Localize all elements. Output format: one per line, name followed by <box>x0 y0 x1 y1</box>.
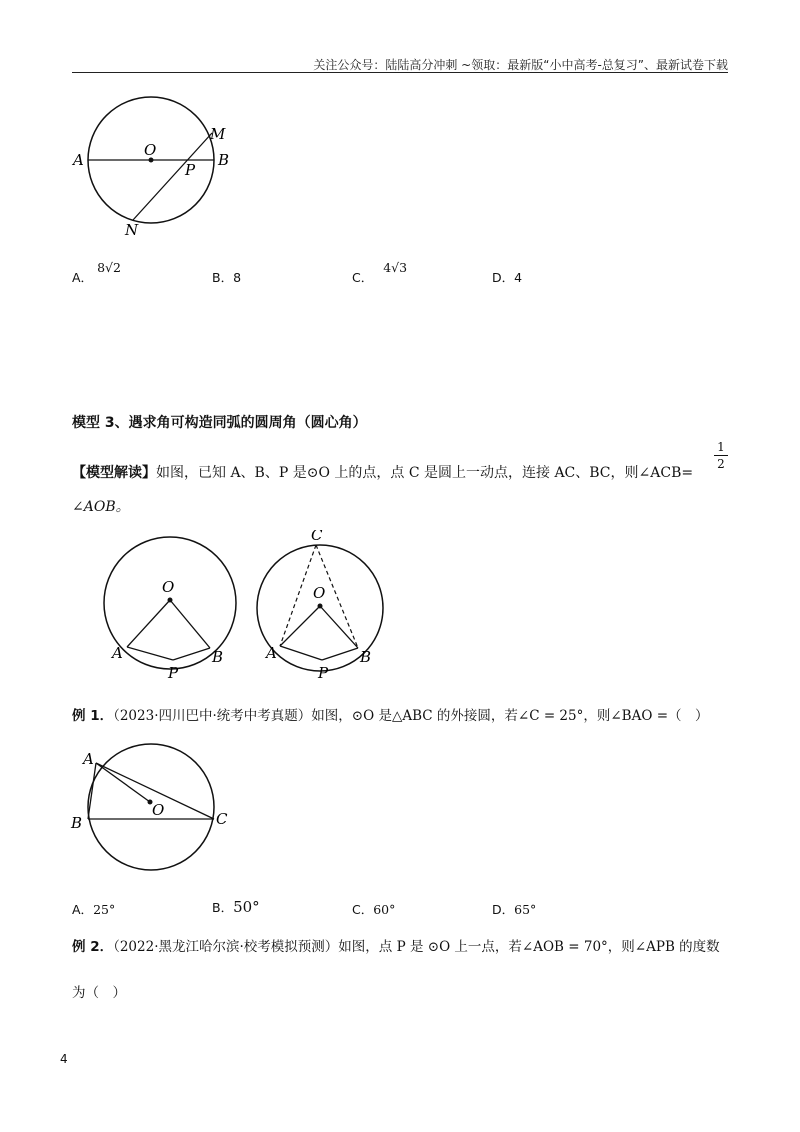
fig2-left-O: O <box>162 578 175 596</box>
option-b: B．8 <box>212 270 242 285</box>
fig2-left-P: P <box>168 664 179 682</box>
option-c: C．4√3 <box>352 260 408 285</box>
label-O: O <box>144 141 157 159</box>
label-M: M <box>210 125 226 143</box>
fraction-half: 1 2 <box>714 440 728 471</box>
option-a: A．8√2 <box>72 260 121 285</box>
label-B: B <box>218 151 230 169</box>
label-A: A <box>73 151 84 169</box>
fig2-left-A: A <box>112 644 123 662</box>
header-divider <box>72 72 728 73</box>
section-title: 模型 3、遇求角可构造同弧的圆周角（圆心角） <box>72 415 367 431</box>
example2-question: 例 2．（2022·黑龙江哈尔滨·校考模拟预测）如图，点 P 是 ⊙O 上一点，若∠AOB = 70°，则∠APB 的度数 <box>72 939 720 955</box>
fig2-right-A: A <box>266 644 277 662</box>
figure-circumcircle <box>68 740 243 875</box>
figure-inscribed-angle <box>100 530 400 690</box>
example1-question: 例 1．（2023·四川巴中·统考中考真题）如图，⊙O 是△ABC 的外接圆，若∠C = 25°，则∠BAO =（ ） <box>72 708 709 724</box>
fig3-label-C: C <box>216 810 228 828</box>
model-description: 【模型解读】如图，已知 A、B、P 是⊙O 上的点，点 C 是圆上一动点，连接 AC、BC，则∠ACB= <box>72 465 694 481</box>
fig3-label-B: B <box>71 814 83 832</box>
page-header: 关注公众号：陆陆高分冲刺 ~领取：最新版“小中高考-总复习”、最新试卷下载 <box>313 58 728 72</box>
example1-option-b: B．50° <box>212 898 260 916</box>
example1-option-d: D．65° <box>492 902 537 917</box>
page-number: 4 <box>60 1052 68 1066</box>
fig3-label-O: O <box>152 801 165 819</box>
fig2-left-B: B <box>212 648 224 666</box>
fig2-right-P: P <box>318 664 329 682</box>
fig3-label-A: A <box>83 750 94 768</box>
example1-option-a: A．25° <box>72 902 116 917</box>
label-P: P <box>185 161 196 179</box>
example2-question-cont: 为（ ） <box>72 985 126 1001</box>
fig2-right-B: B <box>360 648 372 666</box>
fig2-right-O: O <box>313 584 326 602</box>
label-N: N <box>125 221 139 239</box>
example1-option-c: C．60° <box>352 902 396 917</box>
fig2-right-C: C <box>311 530 323 544</box>
option-d: D．4 <box>492 270 523 285</box>
figure-circle-chord <box>70 95 250 245</box>
model-description-cont: ∠AOB。 <box>72 499 130 515</box>
